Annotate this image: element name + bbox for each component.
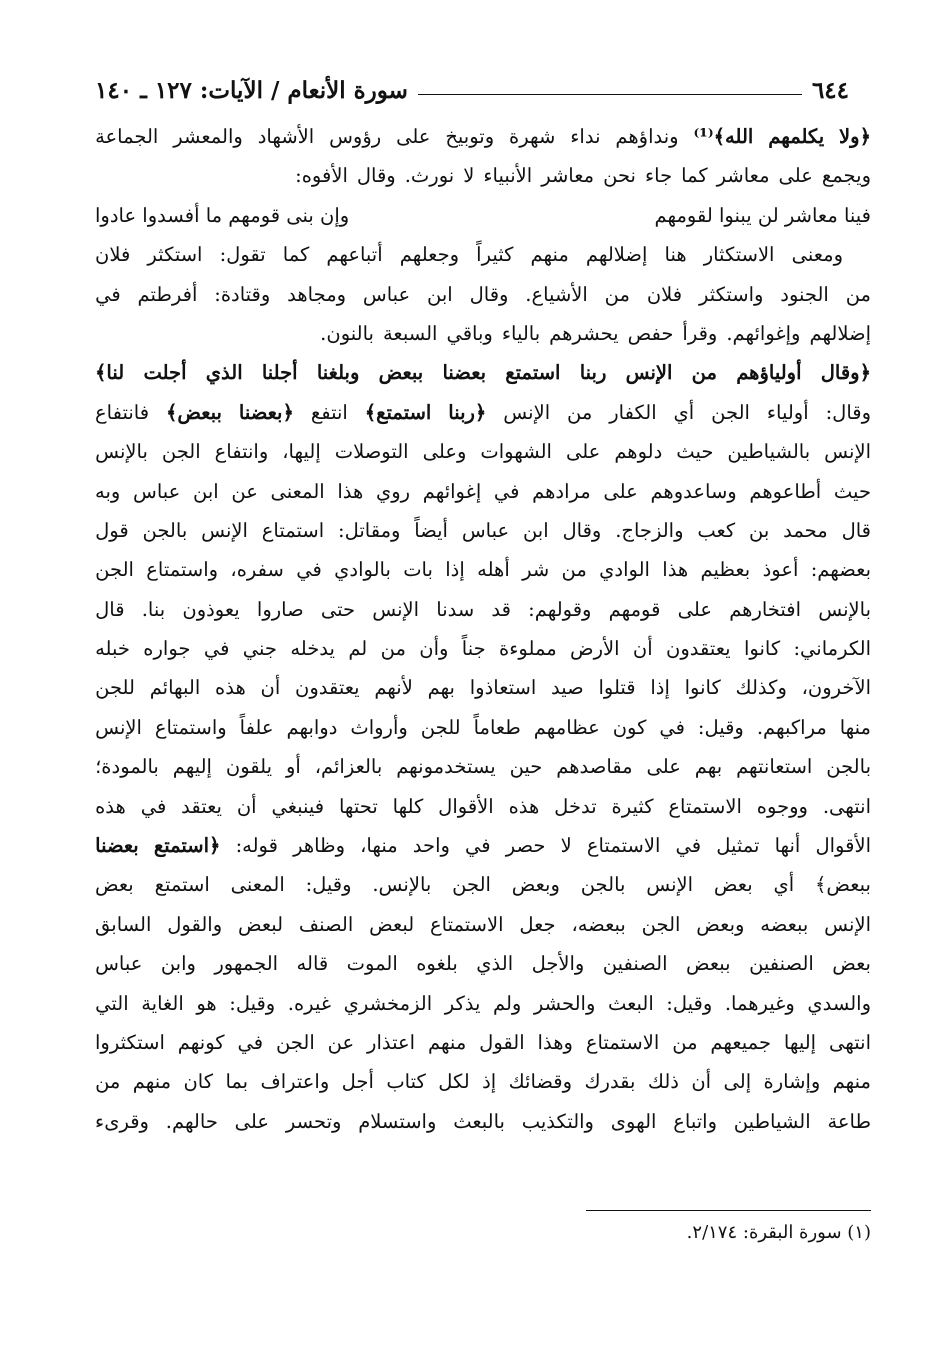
text-line: ومعنى الاستكثار هنا إضلالهم منهم كثيراً وجعلهم أتباعهم كما تقول: استكثر فلان	[95, 243, 843, 267]
text-line: الإنس بالشياطين حيث دلوهم على الشهوات وعلى التوصلات إليها، وانتفاع الجن بالإنس	[95, 440, 871, 464]
text-line: بعض الصنفين ببعض الصنفين والأجل الذي بلغوه الموت قاله الجمهور وابن عباس	[95, 952, 871, 976]
text-line: منهم وإشارة إلى أن ذلك بقدرك وقضائك إذ لكل كتاب أجل واعتراف بما كان منهم من	[95, 1070, 871, 1094]
body-text	[95, 125, 871, 1149]
header-rule	[418, 94, 802, 95]
text-line: ﴿وقال أولياؤهم من الإنس ربنا استمتع بعضنا ببعض وبلغنا أجلنا الذي أجلت لنا﴾	[95, 361, 871, 385]
text-line: الآخرون، وكذلك كانوا إذا قتلوا صيد استعاذوا بهم لأنهم يعتقدون أن هذه البهائم للجن	[95, 676, 871, 700]
text-line: انتهى. ووجوه الاستمتاع كثيرة تدخل هذه الأقوال كلها تحتها فينبغي أن يعتقد في هذه	[95, 794, 871, 818]
text-line: ويجمع على معاشر كما جاء نحن معاشر الأنبياء لا نورث. وقال الأفوه:	[295, 164, 871, 188]
poetry-hemistich-first: فينا معاشر لن يبنوا لقومهم	[654, 203, 871, 227]
page-number: ٦٤٤	[811, 77, 849, 104]
footnote: (١) سورة البقرة: ٢/١٧٤.	[686, 1222, 871, 1243]
text-line: الكرماني: كانوا يعتقدون أن الأرض مملوءة جناً وأن من لم يدخله جني في جواره خبله	[95, 637, 871, 661]
text-line: قال محمد بن كعب والزجاج. وقال ابن عباس أيضاً ومقاتل: استمتاع الإنس بالجن قول	[95, 518, 871, 542]
poetry-hemistich-second: وإن بنى قومهم ما أفسدوا عادوا	[95, 203, 350, 227]
text-line: الإنس ببعضه وبعض الجن ببعضه، جعل الاستمتاع لبعض الصنف لبعض والقول السابق	[95, 912, 871, 936]
text-line: بالجن استعانتهم بهم على مقاصدهم حين يستخدمونهم بالعزائم، أو يلقون إليهم بالمودة؛	[95, 755, 871, 779]
text-line: الأقوال أنها تمثيل في الاستمتاع لا حصر في واحد منها، وظاهر قوله: ﴿استمتع بعضنا	[95, 834, 871, 858]
text-line: طاعة الشياطين واتباع الهوى والتكذيب بالبعث واستسلام وتحسر على حالهم. وقرىء	[95, 1109, 871, 1133]
text-line: من الجنود واستكثر فلان من الأشياع. وقال ابن عباس ومجاهد وقتادة: أفرطتم في	[95, 282, 871, 306]
text-line: والسدي وغيرهما. وقيل: البعث والحشر ولم يذكر الزمخشري غيره. وقيل: هو الغاية التي	[95, 991, 871, 1015]
text-line: انتهى إليها جميعهم من الاستمتاع وهذا القول منهم اعتذار عن الجن في كونهم استكثروا	[95, 1030, 871, 1054]
text-line: حيث أطاعوهم وساعدوهم على مرادهم في إغوائهم روي هذا المعنى عن ابن عباس وبه	[95, 479, 871, 503]
text-line: ﴿ولا يكلمهم الله﴾⁽¹⁾ ونداؤهم نداء شهرة وتوبيخ على رؤوس الأشهاد والمعشر الجماعة	[95, 125, 871, 148]
running-title: سورة الأنعام / الآيات: ١٢٧ ـ ١٤٠	[95, 77, 408, 104]
page-header	[95, 60, 849, 104]
text-line: ببعض﴾ أي بعض الإنس بالجن وبعض الجن بالإنس. وقيل: المعنى استمتع بعض	[95, 873, 871, 897]
poetry-line	[95, 204, 871, 243]
footnote-rule	[586, 1210, 871, 1211]
text-line: إضلالهم وإغوائهم. وقرأ حفص يحشرهم بالياء وباقي السبعة بالنون.	[320, 321, 871, 345]
text-line: وقال: أولياء الجن أي الكفار من الإنس ﴿ربنا استمتع﴾ انتفع ﴿بعضنا ببعض﴾ فانتفاع	[95, 400, 871, 424]
text-line: بالإنس افتخارهم على قومهم وقولهم: قد سدنا الإنس حتى صاروا يعوذون بنا. قال	[95, 597, 871, 621]
text-line: منها مراكبهم. وقيل: في كون عظامهم طعاماً للجن وأرواث دوابهم علفاً واستمتاع الإنس	[95, 715, 871, 739]
text-line: بعضهم: أعوذ بعظيم هذا الوادي من شر أهله إذا بات بالوادي في سفره، واستمتاع الجن	[95, 558, 871, 582]
